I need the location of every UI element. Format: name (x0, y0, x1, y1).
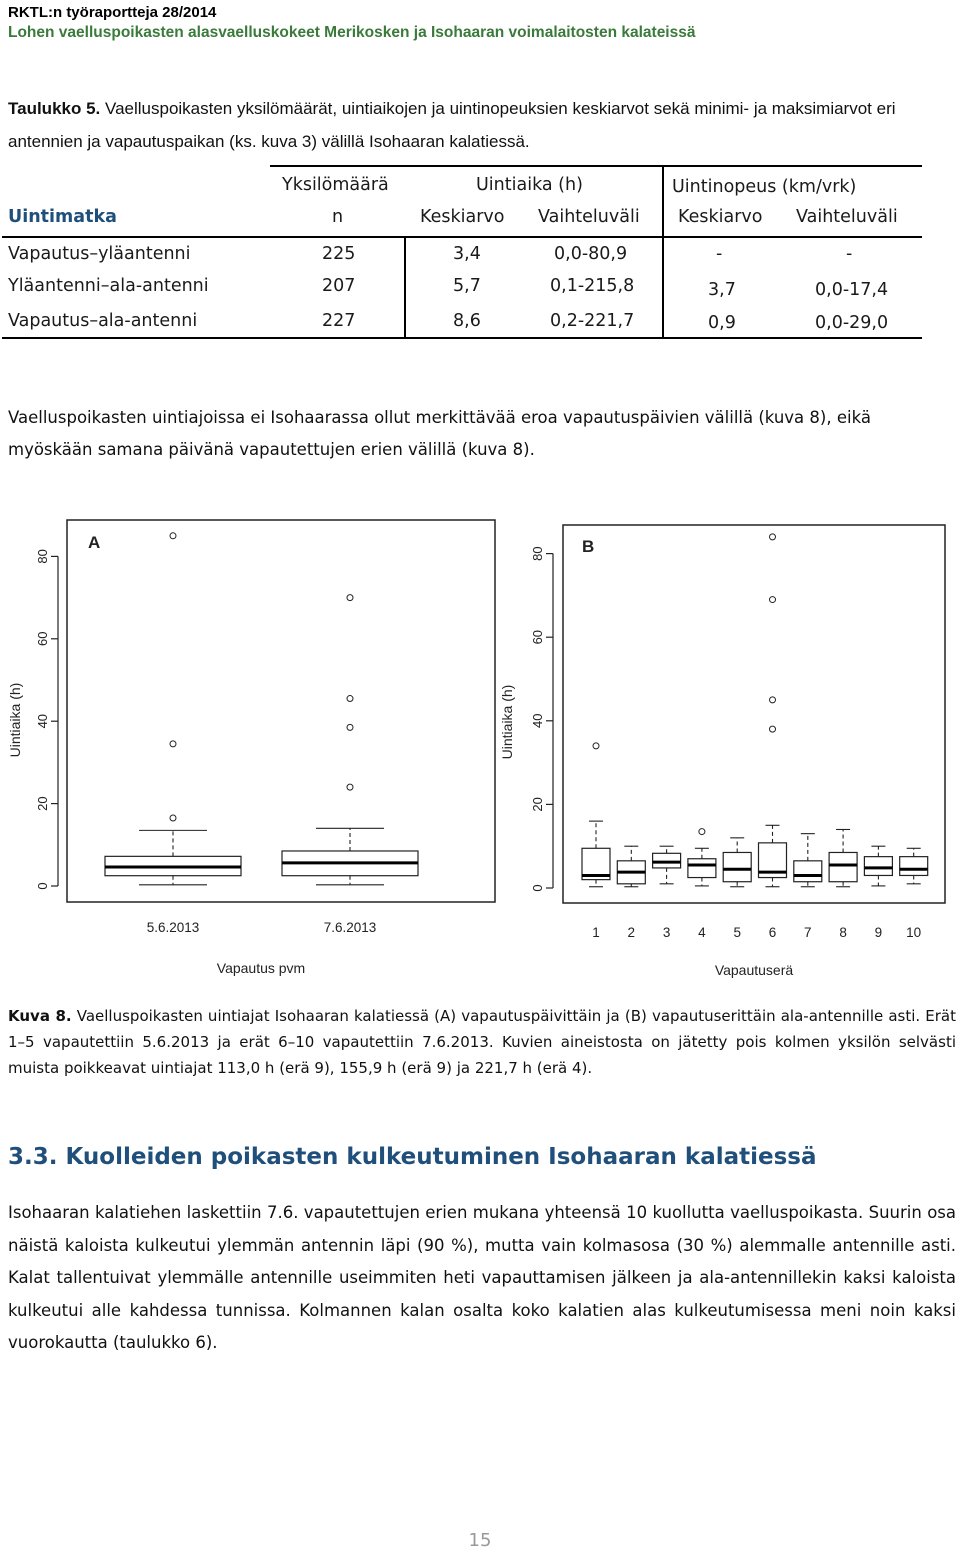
iqr-box (900, 857, 928, 876)
report-title: Lohen vaelluspoikasten alasvaelluskokeet Merikosken ja Isohaaran voimalaitosten kalateissä (8, 24, 696, 41)
outlier-point (770, 534, 776, 540)
iqr-box (688, 859, 716, 878)
paragraph-1: Vaelluspoikasten uintiajoissa ei Isohaarassa ollut merkittävää eroa vapautuspäivien välillä (kuva 8), eikä myöskään samana päivänä vapautettujen erien välillä (kuva 8). (8, 408, 871, 459)
table-caption-label: Taulukko 5. (8, 99, 101, 118)
outlier-point (770, 697, 776, 703)
data-table (0, 0, 960, 360)
outlier-point (170, 741, 176, 747)
row-3-time-mean: 8,6 (453, 311, 481, 331)
table-top-rule (270, 165, 922, 167)
y-tick-label: 20 (35, 796, 50, 811)
box-5 (723, 838, 751, 887)
panel-b-letter: B (582, 537, 595, 556)
table-caption-text: Vaelluspoikasten yksilömäärät, uintiaikojen ja uintinopeuksien keskiarvot sekä minimi- ja maksimiarvot eri antennien ja vapautuspaikan (ks. kuva 3) välillä Isohaaran kalatiessä. (8, 99, 896, 151)
iqr-box (723, 852, 751, 881)
x-tick-label: 2 (627, 925, 636, 940)
box-7 (794, 834, 822, 887)
panel-a-xlabel: Vapautus pvm (216, 960, 306, 976)
panel-b-frame (563, 525, 945, 903)
row-2-n: 207 (322, 276, 356, 296)
row-2-speed-mean: 3,7 (708, 280, 736, 300)
row-1-n: 225 (322, 244, 356, 264)
table-divider-2 (662, 165, 664, 338)
panel-a-y-axis (35, 549, 58, 889)
iqr-box (794, 861, 822, 882)
table-header-rule (2, 236, 922, 238)
outlier-point (347, 696, 353, 702)
x-tick-label: 7 (804, 925, 812, 940)
col-header-n: n (332, 207, 344, 227)
row-1-speed-range: - (846, 244, 853, 264)
y-tick-label: 20 (530, 797, 545, 812)
outlier-point (170, 815, 176, 821)
box-2 (617, 846, 645, 887)
x-tick-label: 5.6.2013 (146, 920, 200, 935)
x-tick-label: 9 (874, 925, 883, 940)
outlier-point (770, 726, 776, 732)
row-3-n: 227 (322, 311, 356, 331)
report-series: RKTL:n työraportteja 28/2014 (8, 4, 217, 21)
y-tick-label: 40 (35, 713, 50, 729)
y-tick-label: 60 (530, 629, 545, 645)
row-1-speed-mean: - (716, 244, 723, 264)
panel-b-ylabel: Uintiaika (h) (499, 684, 515, 760)
box-6 (759, 534, 787, 887)
x-tick-label: 10 (906, 925, 922, 940)
x-tick-label: 3 (662, 925, 671, 940)
x-tick-label: 6 (768, 925, 777, 940)
group-header-speed: Uintinopeus (km/vrk) (672, 177, 857, 197)
outlier-point (347, 724, 353, 730)
panel-b-y-axis (530, 546, 553, 891)
paragraph-2: Isohaaran kalatiehen laskettiin 7.6. vapautettujen erien mukana yhteensä 10 kuollutta vaelluspoikasta. Suurin osa näistä kaloista kulkeutui ylemmän antennin läpi (90 %), mutta vain kolmasosa (30 %) alemmalle antennille asti. Kalat tallentuivat ylemmälle antennille useimmiten heti vapauttamisen jälkeen ja ala-antennillekin kaksi kaloista kulkeutui alle kahdessa tunnissa. Kolmannen kalan osalta koko kalatien alas kulkeutumisessa meni noin kaksi vuorokautta (taulukko 6). (8, 1203, 956, 1352)
panel-a (7, 520, 495, 976)
outlier-point (770, 597, 776, 603)
iqr-box (829, 852, 857, 881)
row-1-time-range: 0,0-80,9 (554, 244, 628, 264)
row-3-speed-mean: 0,9 (708, 313, 736, 333)
panel-b-xlabel: Vapautuserä (714, 962, 794, 978)
row-1-time-mean: 3,4 (453, 244, 481, 264)
figure-caption-text: Vaelluspoikasten uintiajat Isohaaran kalatiessä (A) vapautuspäivittäin ja (B) vapautuserittäin ala-antennille asti. Erät 1–5 vapautettiin 5.6.2013 ja erät 6–10 vapautettiin 7.6.2013. Kuvien aineistosta on jätetty pois kolmen yksilön selvästi muista poikkeavat uintiajat 113,0 h (erä 9), 155,9 h (erä 9) ja 221,7 h (erä 4). (8, 1007, 956, 1077)
panel-b-x-labels (592, 925, 921, 940)
x-tick-label: 8 (839, 925, 847, 940)
figure-caption (8, 1003, 956, 1081)
outlier-point (593, 743, 599, 749)
y-tick-label: 80 (530, 546, 545, 561)
box-9 (864, 846, 892, 886)
page-number: 15 (468, 1530, 492, 1551)
panel-b-boxes (582, 534, 928, 887)
box-8 (829, 829, 857, 886)
row-2-speed-range: 0,0-17,4 (815, 280, 889, 300)
panel-a-ylabel: Uintiaika (h) (7, 682, 23, 758)
box-7.6.2013 (282, 595, 418, 885)
row-2-time-mean: 5,7 (453, 276, 481, 296)
outlier-point (347, 784, 353, 790)
outlier-point (699, 829, 705, 835)
table-divider-1 (404, 236, 406, 338)
iqr-box (864, 857, 892, 876)
panel-a-letter: A (88, 533, 101, 552)
row-3-route: Vapautus–ala-antenni (8, 311, 198, 331)
x-tick-label: 1 (592, 925, 600, 940)
figure-caption-label: Kuva 8. (8, 1007, 72, 1025)
panel-a-x-labels (147, 920, 377, 935)
y-tick-label: 0 (530, 884, 545, 892)
box-3 (653, 846, 681, 884)
row-2-time-range: 0,1-215,8 (550, 276, 635, 296)
y-tick-label: 40 (530, 713, 545, 729)
panel-a-frame (67, 520, 495, 902)
outlier-point (347, 595, 353, 601)
x-tick-label: 7.6.2013 (323, 920, 377, 935)
y-tick-label: 80 (35, 549, 50, 564)
row-2-route: Yläantenni–ala-antenni (8, 276, 209, 296)
box-4 (688, 829, 716, 886)
col-header-time-range: Vaihteluväli (538, 207, 640, 227)
y-tick-label: 60 (35, 631, 50, 647)
col-header-time-mean: Keskiarvo (420, 207, 505, 227)
box-1 (582, 743, 610, 887)
col-header-speed-range: Vaihteluväli (796, 207, 898, 227)
panel-b (499, 525, 945, 978)
col-header-route: Uintimatka (8, 207, 117, 227)
box-10 (900, 848, 928, 884)
section-heading: 3.3. Kuolleiden poikasten kulkeutuminen Isohaaran kalatiessä (8, 1144, 817, 1170)
outlier-point (170, 533, 176, 539)
x-tick-label: 5 (733, 925, 741, 940)
y-tick-label: 0 (35, 882, 50, 890)
group-header-time: Uintiaika (h) (476, 175, 583, 195)
box-5.6.2013 (105, 533, 241, 885)
x-tick-label: 4 (698, 925, 706, 940)
row-3-speed-range: 0,0-29,0 (815, 313, 889, 333)
row-3-time-range: 0,2-221,7 (550, 311, 635, 331)
figure-boxplots (0, 510, 960, 985)
row-1-route: Vapautus–yläantenni (8, 244, 191, 264)
col-header-speed-mean: Keskiarvo (678, 207, 763, 227)
table-bottom-rule (2, 337, 922, 339)
panel-a-boxes (105, 533, 418, 885)
group-header-count: Yksilömäärä (282, 175, 389, 195)
